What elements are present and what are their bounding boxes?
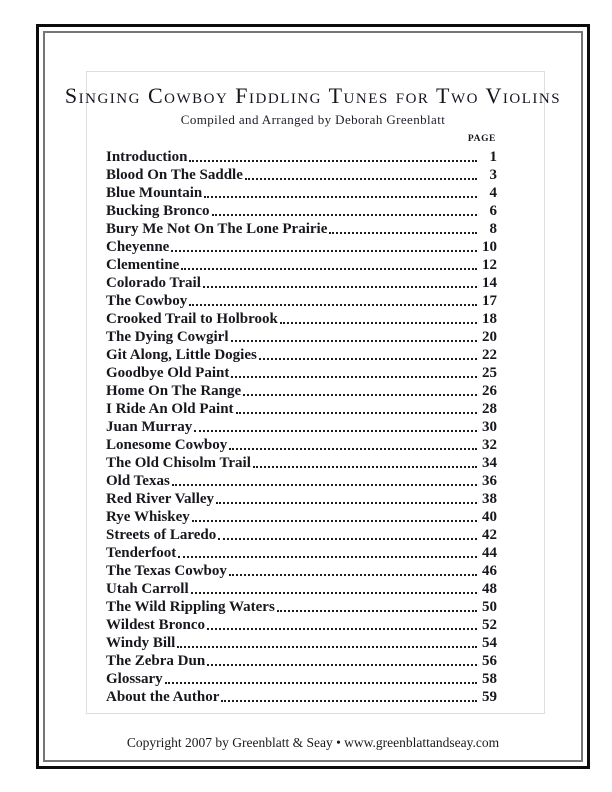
dot-leader	[259, 358, 477, 360]
copyright-footer: Copyright 2007 by Greenblatt & Seay • www.greenblattandseay.com	[126, 735, 500, 750]
toc-entry	[106, 472, 497, 490]
dot-leader	[178, 556, 477, 558]
toc-entry-page: 40	[482, 509, 497, 525]
toc-entry-page: 22	[482, 347, 497, 363]
toc-entry-page: 18	[482, 311, 497, 327]
toc-entry	[106, 436, 497, 454]
page-column-label: PAGE	[467, 134, 496, 144]
toc-entry-title: The Texas Cowboy	[106, 563, 227, 579]
toc-entry-page: 4	[489, 185, 497, 201]
toc-entry-page: 58	[482, 671, 497, 687]
dot-leader	[243, 394, 477, 396]
toc-entry-page: 32	[482, 437, 497, 453]
toc-entry-title: Rye Whiskey	[106, 509, 190, 525]
toc-entry	[106, 238, 497, 256]
toc-entry-title: Wildest Bronco	[106, 617, 206, 633]
toc-entry	[106, 508, 497, 526]
toc-entry	[106, 544, 497, 562]
toc-entry	[106, 418, 497, 436]
dot-leader	[171, 250, 477, 252]
toc-entry	[106, 616, 497, 634]
dot-leader	[229, 574, 477, 576]
toc-entry-page: 12	[482, 257, 497, 273]
dot-leader	[177, 646, 477, 648]
toc-entry	[106, 490, 497, 508]
toc-entry-title: Introduction	[106, 149, 188, 165]
toc-entry	[106, 310, 497, 328]
toc-entry-title: Glossary	[106, 671, 163, 687]
toc-entry-title: Tenderfoot	[106, 545, 177, 561]
toc-entry	[106, 274, 497, 292]
toc-entry	[106, 256, 497, 274]
dot-leader	[192, 520, 477, 522]
toc-entry-title: I Ride An Old Paint	[106, 401, 234, 417]
toc-entry-page: 38	[482, 491, 497, 507]
dot-leader	[229, 448, 477, 450]
dot-leader	[253, 466, 477, 468]
toc-entry	[106, 598, 497, 616]
toc-entry	[106, 346, 497, 364]
dot-leader	[218, 538, 477, 540]
dot-leader	[207, 664, 477, 666]
toc-entry-page: 1	[489, 149, 497, 165]
toc-entry-title: Streets of Laredo	[106, 527, 217, 543]
toc-entry-page: 46	[482, 563, 497, 579]
dot-leader	[212, 214, 478, 216]
toc-entry-page: 48	[482, 581, 497, 597]
toc-entry	[106, 364, 497, 382]
book-subtitle: Compiled and Arranged by Deborah Greenblatt	[180, 112, 446, 127]
toc-entry-title: Old Texas	[106, 473, 170, 489]
toc-entry-page: 30	[482, 419, 497, 435]
toc-entry-title: The Zebra Dun	[106, 653, 206, 669]
toc-entry-title: Blood On The Saddle	[106, 167, 243, 183]
toc-entry	[106, 670, 497, 688]
toc-entry	[106, 184, 497, 202]
toc-entry	[106, 292, 497, 310]
dot-leader	[204, 196, 477, 198]
toc-entry-title: Juan Murray	[106, 419, 193, 435]
table-of-contents	[106, 132, 497, 706]
toc-entry-title: About the Author	[106, 689, 220, 705]
toc-entry-page: 56	[482, 653, 497, 669]
toc-entry-title: Colorado Trail	[106, 275, 201, 291]
dot-leader	[231, 376, 477, 378]
toc-entry-page: 50	[482, 599, 497, 615]
toc-entry	[106, 652, 497, 670]
toc-entry-page: 3	[489, 167, 497, 183]
toc-entry-title: The Old Chisolm Trail	[106, 455, 251, 471]
toc-entry-title: Red River Valley	[106, 491, 215, 507]
toc-entry-page: 10	[482, 239, 497, 255]
toc-entry-title: The Wild Rippling Waters	[106, 599, 275, 615]
dot-leader	[207, 628, 477, 630]
toc-entry	[106, 328, 497, 346]
toc-entry	[106, 580, 497, 598]
toc-entry-page: 28	[482, 401, 497, 417]
toc-entry-title: Clementine	[106, 257, 180, 273]
toc-entry-page: 36	[482, 473, 497, 489]
toc-entry-page: 52	[482, 617, 497, 633]
toc-entry	[106, 148, 497, 166]
toc-rows	[106, 148, 497, 706]
dot-leader	[203, 286, 477, 288]
toc-entry-title: Blue Mountain	[106, 185, 203, 201]
toc-entry-page: 42	[482, 527, 497, 543]
dot-leader	[181, 268, 477, 270]
dot-leader	[191, 592, 477, 594]
toc-entry-page: 34	[482, 455, 497, 471]
dot-leader	[280, 322, 477, 324]
toc-entry-title: Crooked Trail to Holbrook	[106, 311, 278, 327]
toc-entry-title: Utah Carroll	[106, 581, 189, 597]
toc-entry-page: 54	[482, 635, 497, 651]
toc-entry-title: Home On The Range	[106, 383, 242, 399]
toc-entry-title: The Cowboy	[106, 293, 188, 309]
toc-entry-title: Windy Bill	[106, 635, 176, 651]
toc-entry	[106, 562, 497, 580]
toc-entry-title: Lonesome Cowboy	[106, 437, 228, 453]
toc-entry-page: 26	[482, 383, 497, 399]
dot-leader	[172, 484, 477, 486]
toc-entry-title: The Dying Cowgirl	[106, 329, 229, 345]
toc-entry-page: 20	[482, 329, 497, 345]
dot-leader	[329, 232, 477, 234]
toc-entry	[106, 220, 497, 238]
toc-entry-title: Goodbye Old Paint	[106, 365, 230, 381]
toc-entry-page: 6	[489, 203, 497, 219]
toc-entry-page: 8	[489, 221, 497, 237]
toc-entry-page: 44	[482, 545, 497, 561]
toc-entry-page: 14	[482, 275, 497, 291]
dot-leader	[245, 178, 477, 180]
toc-entry	[106, 634, 497, 652]
dot-leader	[277, 610, 477, 612]
toc-entry-title: Git Along, Little Dogies	[106, 347, 257, 363]
book-title: Singing Cowboy Fiddling Tunes for Two Violins	[64, 83, 562, 108]
toc-entry-page: 25	[482, 365, 497, 381]
dot-leader	[216, 502, 477, 504]
dot-leader	[165, 682, 477, 684]
toc-entry	[106, 202, 497, 220]
toc-entry-page: 59	[482, 689, 497, 705]
toc-entry-title: Bucking Bronco	[106, 203, 210, 219]
dot-leader	[189, 160, 477, 162]
dot-leader	[194, 430, 477, 432]
dot-leader	[221, 700, 477, 702]
toc-entry	[106, 526, 497, 544]
toc-entry-page: 17	[482, 293, 497, 309]
toc-entry	[106, 400, 497, 418]
toc-entry	[106, 688, 497, 706]
toc-entry	[106, 454, 497, 472]
dot-leader	[231, 340, 477, 342]
toc-entry-title: Bury Me Not On The Lone Prairie	[106, 221, 328, 237]
toc-entry-title: Cheyenne	[106, 239, 170, 255]
toc-entry	[106, 166, 497, 184]
dot-leader	[236, 412, 477, 414]
toc-entry	[106, 382, 497, 400]
dot-leader	[189, 304, 477, 306]
